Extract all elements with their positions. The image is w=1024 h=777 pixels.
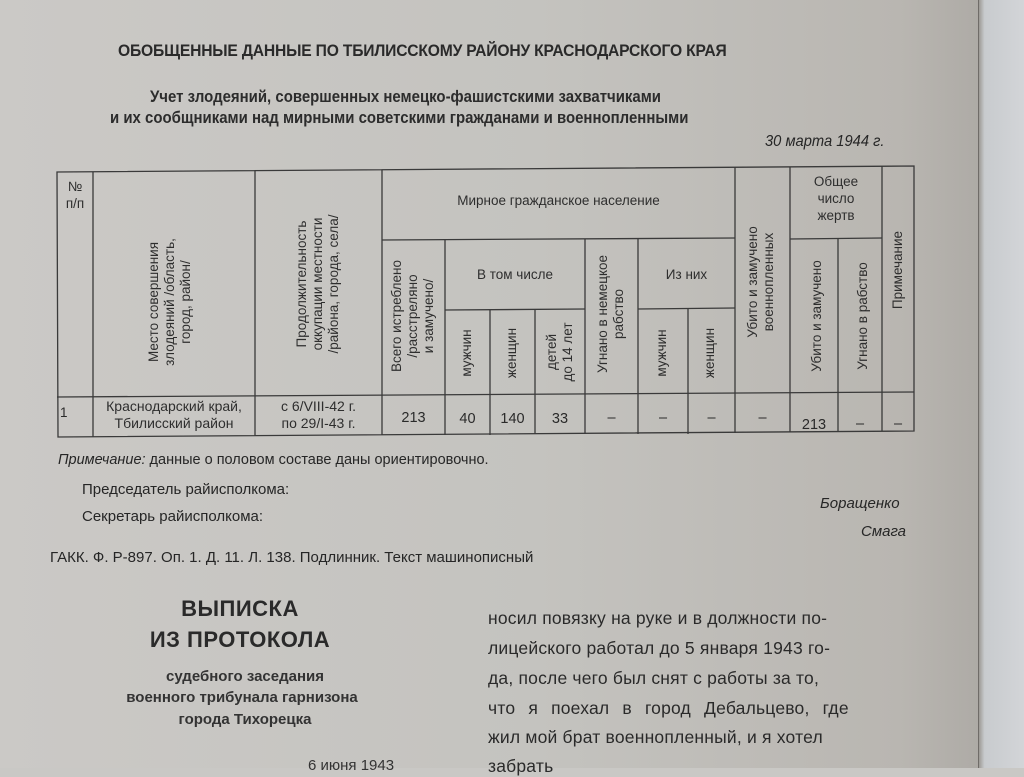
secretary-name: Смага [861, 523, 907, 540]
header-children-l1: детей [544, 333, 559, 371]
document-subtitle-line2: и их сообщниками над мирными советскими гражданами и военнопленными [110, 108, 689, 127]
header-duration-l1: Продолжительность [294, 220, 309, 348]
cell-men: 40 [459, 411, 476, 427]
extract-sub-l3: города Тихорецка [178, 711, 312, 728]
chairman-name: Боращенко [820, 495, 900, 512]
header-place-l2: злодеяний /область, [162, 238, 177, 366]
header-total-victims-l2: число [817, 191, 855, 206]
body-line-2: лицейского работал до 5 января 1943 го- [488, 638, 831, 658]
header-total-victims-l1: Общее [813, 174, 859, 189]
header-of-men: мужчин [654, 329, 669, 377]
cell-killed: 213 [801, 417, 827, 433]
body-line-6: забрать [488, 756, 554, 776]
archive-source: ГАКК. Ф. Р-897. Оп. 1. Д. 11. Л. 138. Подлинник. Текст машинописный [50, 549, 534, 566]
header-pow-l2: военнопленных [761, 232, 776, 332]
cell-place-l1: Краснодарский край, [106, 398, 242, 414]
header-num-label: № [67, 179, 83, 194]
header-place-l3: город, район/ [178, 260, 193, 344]
header-remark: Примечание [890, 230, 905, 310]
body-line-1: носил повязку на руке и в должности по- [488, 608, 828, 628]
cell-of-men: – [658, 410, 668, 426]
header-of-them: Из них [665, 267, 708, 282]
cell-children: 33 [551, 411, 569, 427]
header-num-sub: п/п [65, 196, 85, 211]
cell-remark: – [893, 416, 903, 432]
cell-duration-l2: по 29/I-43 г. [281, 415, 356, 431]
extract-title-l1: ВЫПИСКА [181, 596, 299, 621]
cell-place-l2: Тбилисский район [114, 415, 234, 431]
cell-of-women: – [707, 410, 716, 426]
body-line-4: что я поехал в город Дебальцево, где [488, 698, 849, 718]
note-label: Примечание: [58, 452, 146, 468]
header-duration-l3: /района, города, села/ [326, 214, 341, 354]
cell-total: 213 [401, 410, 426, 426]
header-men: мужчин [459, 329, 474, 377]
cell-num: 1 [60, 405, 68, 420]
header-deported-l1: Угнано в немецкое [595, 254, 610, 374]
header-place-l1: Место совершения [146, 241, 161, 363]
document-title: ОБОБЩЕННЫЕ ДАННЫЕ ПО ТБИЛИССКОМУ РАЙОНУ КРАСНОДАРСКОГО КРАЯ [118, 41, 727, 60]
body-line-3: да, после чего был снят с работы за то, [488, 668, 820, 688]
secretary-label: Секретарь райисполкома: [82, 508, 264, 525]
chairman-label: Председатель райисполкома: [82, 481, 290, 498]
header-total-l3: и замучено/ [421, 278, 436, 354]
body-line-5: жил мой брат военнопленный, и я хотел [488, 727, 823, 747]
header-total-l1: Всего истреблено [389, 260, 404, 372]
extract-date: 6 июня 1943 [308, 757, 395, 774]
header-pow-l1: Убито и замучено [745, 226, 760, 338]
cell-pow: – [758, 410, 767, 426]
header-including: В том числе [476, 267, 554, 282]
header-duration-l2: оккупации местности [310, 217, 325, 351]
header-of-women: женщин [702, 327, 717, 379]
note-text: данные о половом составе даны ориентировочно. [145, 452, 489, 468]
header-total-l2: /расстреляно [405, 274, 420, 358]
extract-sub-l1: судебного заседания [165, 668, 325, 685]
cell-women: 140 [500, 411, 525, 427]
header-civilians: Мирное гражданское население [457, 193, 660, 208]
cell-duration-l1: с 6/VIII-42 г. [281, 398, 356, 414]
header-children-l2: до 14 лет [560, 322, 575, 382]
header-deported-l2: рабство [611, 288, 626, 340]
extract-sub-l2: военного трибунала гарнизона [126, 689, 358, 706]
cell-enslaved: – [855, 416, 865, 432]
header-total-victims-l3: жертв [817, 208, 855, 223]
document-date: 30 марта 1944 г. [765, 133, 885, 150]
next-page-edge [978, 0, 1024, 768]
cell-deported: – [607, 410, 616, 426]
document-subtitle-line1: Учет злодеяний, совершенных немецко-фашистскими захватчиками [150, 87, 661, 106]
header-enslaved: Угнано в рабство [855, 262, 870, 370]
table-note [58, 452, 489, 468]
extract-title-l2: ИЗ ПРОТОКОЛА [149, 627, 331, 652]
header-killed: Убито и замучено [809, 260, 824, 372]
header-women: женщин [504, 327, 519, 379]
